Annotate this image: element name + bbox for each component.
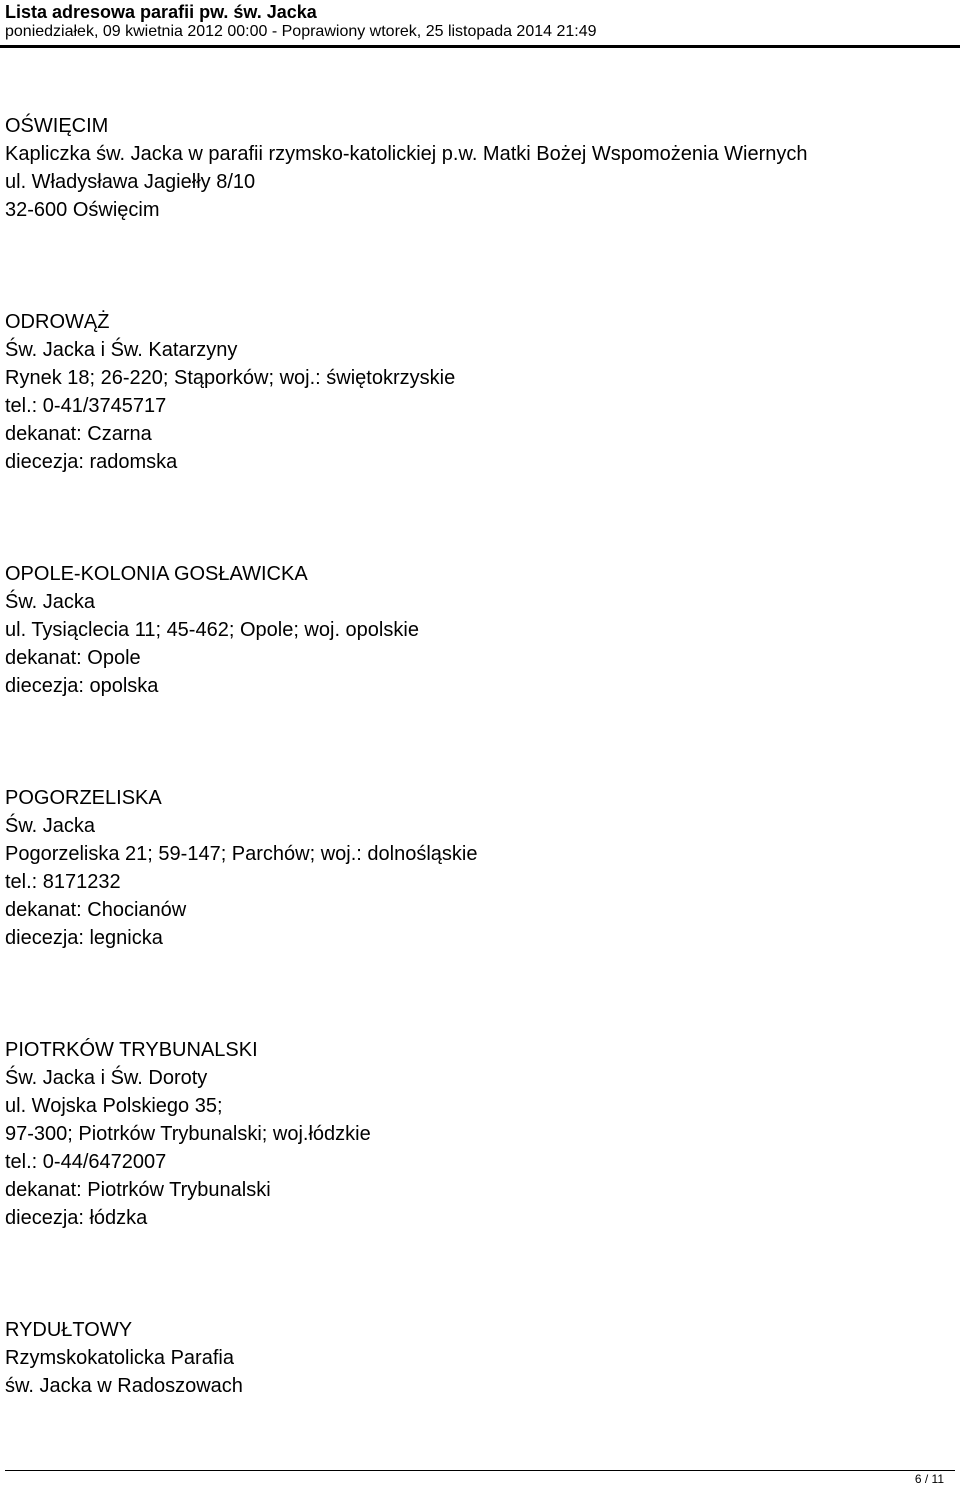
parish-name: Św. Jacka i Św. Doroty (5, 1067, 208, 1089)
parish-name: Św. Jacka i Św. Katarzyny (5, 339, 238, 361)
parish-entry-piotrkow (5, 1036, 955, 1232)
parish-phone: tel.: 8171232 (5, 871, 121, 893)
parish-town: RYDUŁTOWY (5, 1319, 133, 1341)
parish-address: ul. Władysława Jagiełły 8/10 (5, 171, 256, 193)
parish-address: ul. Wojska Polskiego 35; (5, 1095, 223, 1117)
parish-phone: tel.: 0-41/3745717 (5, 395, 167, 417)
parish-diocese: diecezja: radomska (5, 451, 178, 473)
parish-name: Kapliczka św. Jacka w parafii rzymsko-katolickiej p.w. Matki Bożej Wspomożenia Wiernych (5, 143, 808, 165)
parish-address: ul. Tysiąclecia 11; 45-462; Opole; woj. opolskie (5, 619, 419, 641)
parish-diocese: diecezja: opolska (5, 675, 159, 697)
parish-town: PIOTRKÓW TRYBUNALSKI (5, 1039, 258, 1061)
header-divider (0, 45, 960, 48)
page-number: 6 / 11 (914, 1472, 944, 1486)
parish-diocese: diecezja: łódzka (5, 1207, 148, 1229)
document-title: Lista adresowa parafii pw. św. Jacka (5, 2, 317, 22)
page-header (0, 0, 960, 48)
parish-name-continued: św. Jacka w Radoszowach (5, 1375, 243, 1397)
parish-town: POGORZELISKA (5, 787, 162, 809)
parish-entry-odrowaz (5, 308, 955, 476)
footer-divider (5, 1470, 955, 1471)
parish-entry-rydultowy (5, 1316, 955, 1400)
parish-postal: 32-600 Oświęcim (5, 199, 160, 221)
parish-deanery: dekanat: Czarna (5, 423, 152, 445)
parish-list (5, 112, 955, 1484)
parish-address: Pogorzeliska 21; 59-147; Parchów; woj.: dolnośląskie (5, 843, 478, 865)
parish-entry-oswiecim (5, 112, 955, 224)
parish-entry-pogorzeliska (5, 784, 955, 952)
parish-entry-opole-kolonia (5, 560, 955, 700)
parish-town: OPOLE-KOLONIA GOSŁAWICKA (5, 563, 308, 585)
parish-diocese: diecezja: legnicka (5, 927, 163, 949)
parish-name: Rzymskokatolicka Parafia (5, 1347, 234, 1369)
parish-name: Św. Jacka (5, 591, 96, 613)
parish-address: Rynek 18; 26-220; Stąporków; woj.: świętokrzyskie (5, 367, 456, 389)
parish-phone: tel.: 0-44/6472007 (5, 1151, 167, 1173)
parish-deanery: dekanat: Chocianów (5, 899, 187, 921)
parish-deanery: dekanat: Piotrków Trybunalski (5, 1179, 271, 1201)
parish-name: Św. Jacka (5, 815, 96, 837)
parish-town: ODROWĄŻ (5, 311, 110, 333)
parish-town: OŚWIĘCIM (5, 115, 109, 137)
parish-postal: 97-300; Piotrków Trybunalski; woj.łódzkie (5, 1123, 371, 1145)
parish-deanery: dekanat: Opole (5, 647, 141, 669)
document-meta: poniedziałek, 09 kwietnia 2012 00:00 - Poprawiony wtorek, 25 listopada 2014 21:49 (5, 23, 597, 40)
